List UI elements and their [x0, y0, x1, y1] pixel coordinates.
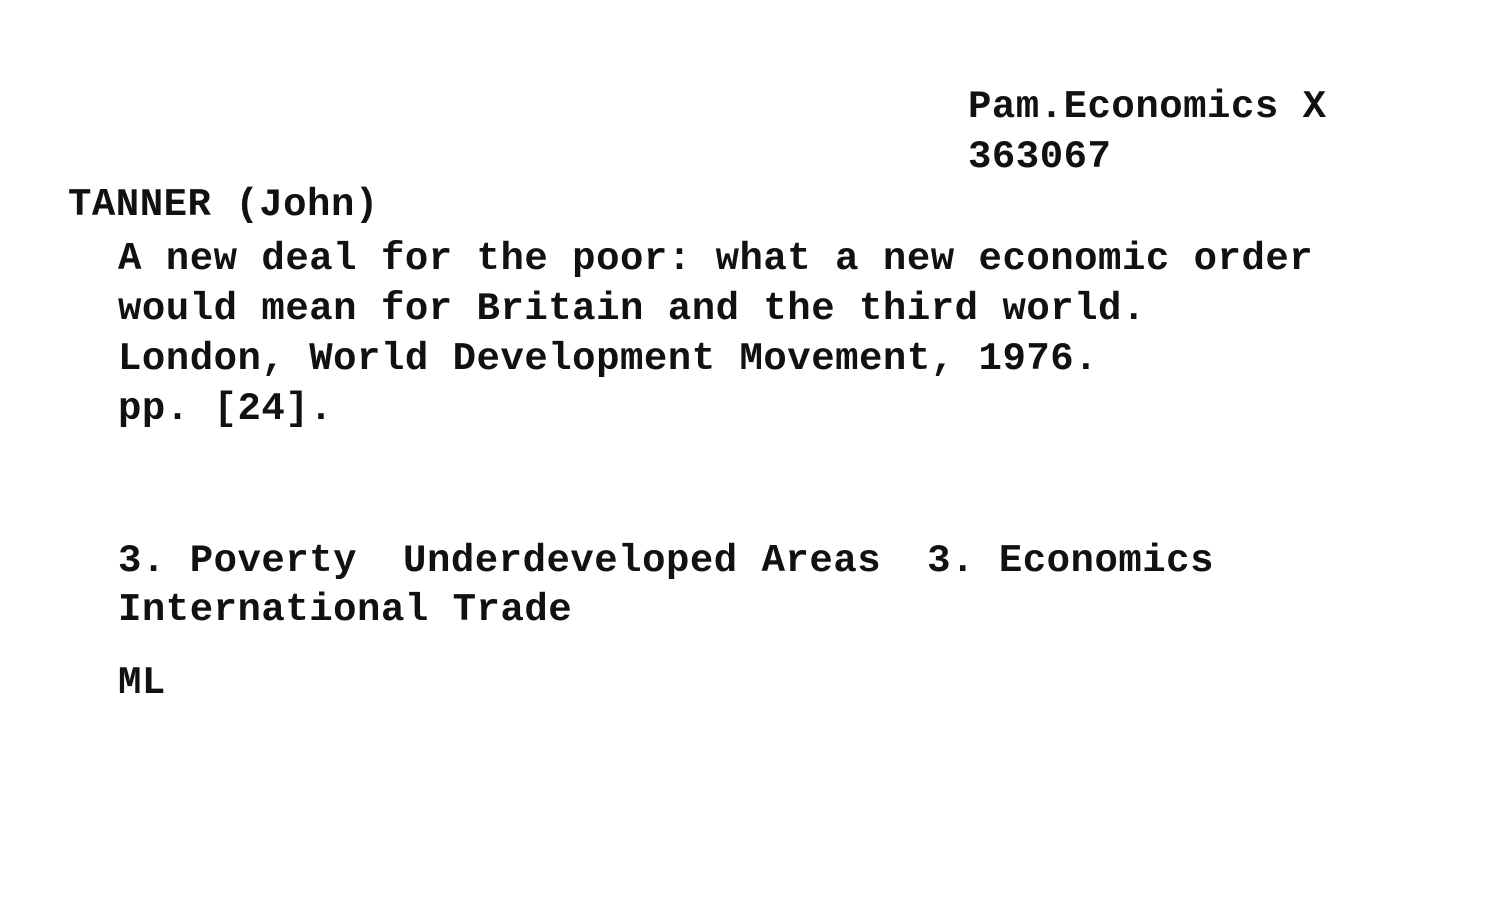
imprint: London, World Development Movement, 1976.	[118, 337, 1099, 381]
title-line-1: A new deal for the poor: what a new economic order	[118, 237, 1314, 281]
shelfmark: Pam.Economics X	[968, 85, 1327, 129]
title-line-2: would mean for Britain and the third world.	[118, 287, 1146, 331]
subject-headings-row	[118, 538, 1214, 584]
subject-heading: Underdeveloped Areas	[403, 539, 882, 583]
subject-heading: 3. Poverty	[118, 539, 358, 583]
cataloguer-initials: ML	[118, 661, 166, 705]
subject-heading: International Trade	[118, 588, 573, 632]
accession-number: 363067	[968, 135, 1112, 179]
pagination: pp. [24].	[118, 387, 334, 431]
author-heading: TANNER (John)	[68, 183, 379, 227]
subject-heading: 3. Economics	[927, 539, 1214, 583]
